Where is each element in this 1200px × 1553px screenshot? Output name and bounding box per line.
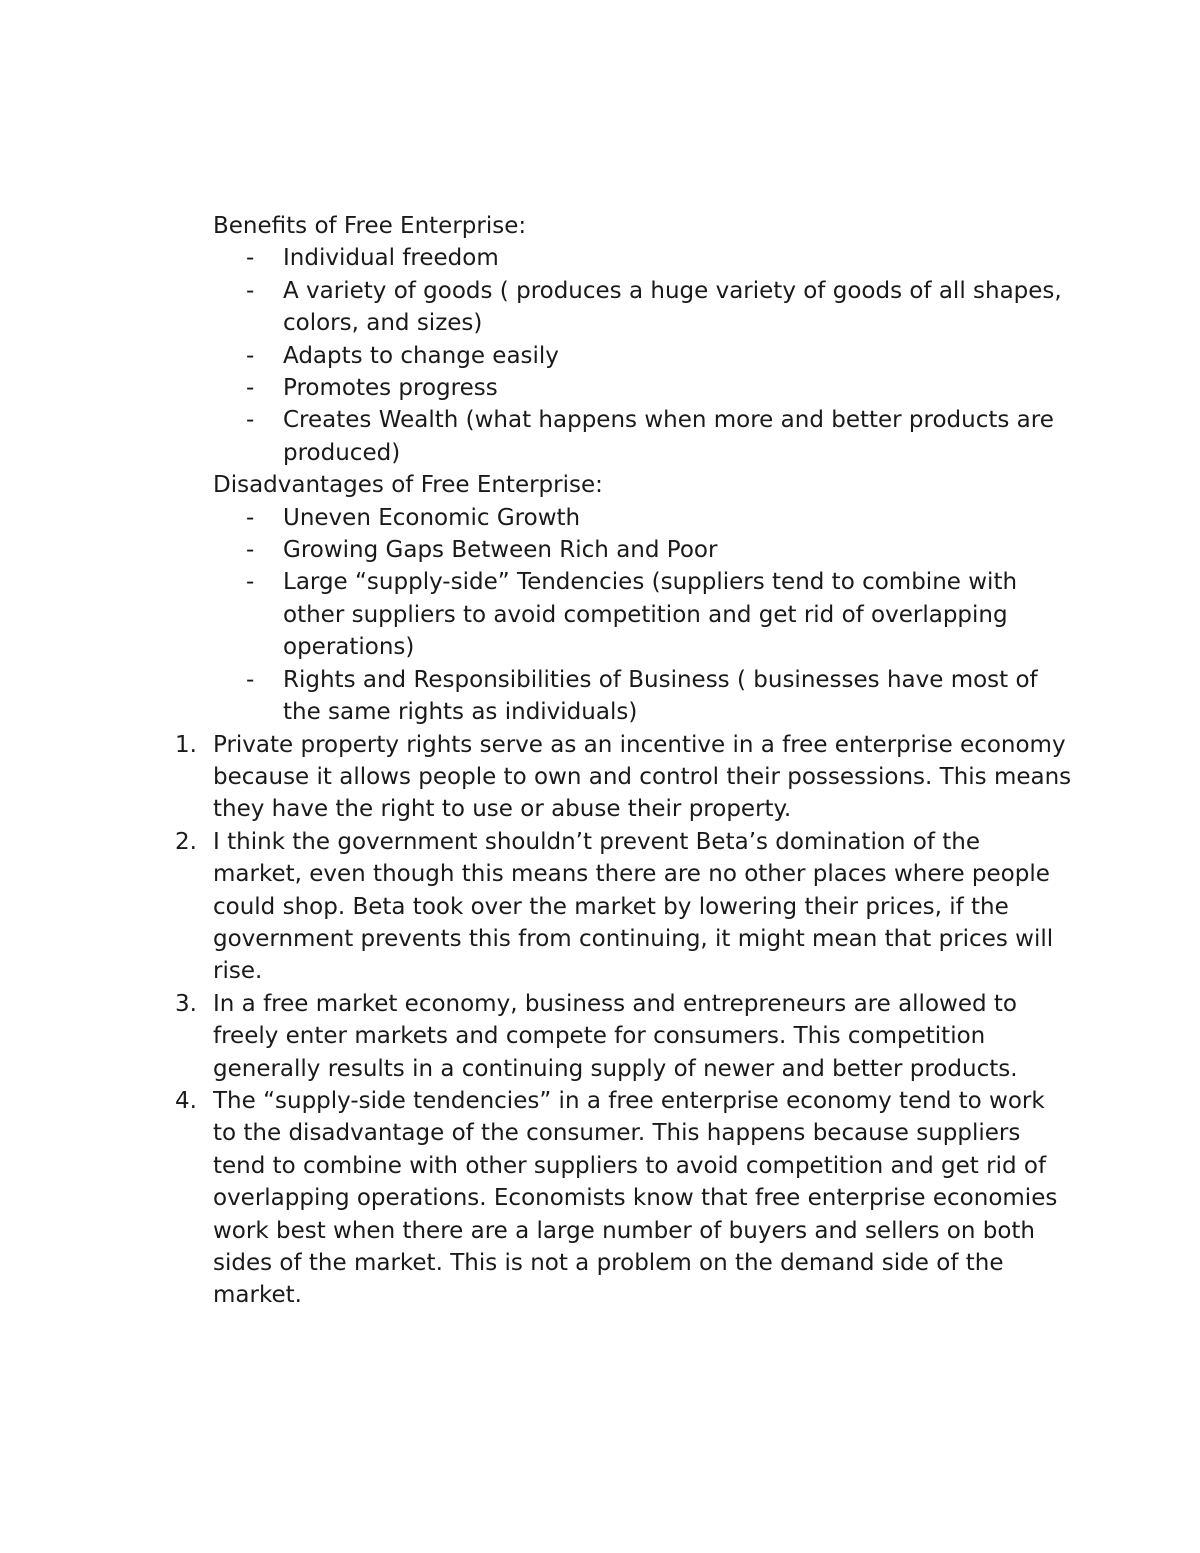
disadvantage-text: Growing Gaps Between Rich and Poor (283, 537, 718, 564)
benefit-text: Promotes progress (283, 375, 498, 402)
benefit-text: Adapts to change easily (283, 342, 559, 369)
benefits-list (213, 242, 1073, 469)
item-number: 1. (175, 731, 197, 758)
disadvantage-text: Large “supply-side” Tendencies (suppliers tend to combine with other suppliers to avoid competition and get rid of overlapping operations) (283, 569, 1018, 661)
dash-bullet: - (246, 666, 255, 693)
list-item (213, 404, 1073, 469)
list-item (213, 340, 1073, 372)
disadvantages-heading: Disadvantages of Free Enterprise: (213, 472, 603, 499)
disadvantage-text: Rights and Responsibilities of Business ( businesses have most of the same rights as individuals) (283, 666, 1038, 726)
item-number: 4. (175, 1087, 197, 1114)
dash-bullet: - (246, 342, 255, 369)
dash-bullet: - (246, 569, 255, 596)
answer-text: The “supply-side tendencies” in a free enterprise economy tend to work to the disadvantage of the consumer. This happens because suppliers tend to combine with other suppliers to avoid competition and get rid of overlapping operations. Economists know that free enterprise economies work best when there are a large number of buyers and sellers on both sides of the market. This is not a problem on the demand side of the market. (213, 1087, 1058, 1309)
benefit-text: Creates Wealth (what happens when more and better products are produced) (283, 407, 1054, 466)
benefit-text: A variety of goods ( produces a huge variety of goods of all shapes, colors, and sizes) (283, 277, 1062, 337)
list-item (175, 826, 1073, 988)
answer-text: In a free market economy, business and entrepreneurs are allowed to freely enter markets and compete for consumers. This competition generally results in a continuing supply of newer and better products. (213, 990, 1018, 1082)
dash-bullet: - (246, 375, 255, 402)
dash-bullet: - (246, 245, 255, 272)
list-item (213, 664, 1073, 729)
list-item (213, 502, 1073, 534)
item-number: 2. (175, 828, 197, 855)
dash-bullet: - (246, 277, 255, 304)
list-item (213, 534, 1073, 566)
answer-text: Private property rights serve as an incentive in a free enterprise economy because it allows people to own and control their possessions. This means they have the right to use or abuse their property. (213, 731, 1072, 823)
list-item (213, 566, 1073, 663)
answers-list (175, 729, 1073, 1312)
dash-bullet: - (246, 537, 255, 564)
answer-text: I think the government shouldn’t prevent Beta’s domination of the market, even though this means there are no other places where people could shop. Beta took over the market by lowering their prices, if the government prevents this from continuing, it might mean that prices will rise. (213, 828, 1054, 985)
benefits-heading: Benefits of Free Enterprise: (213, 213, 527, 239)
item-number: 3. (175, 990, 197, 1017)
list-item (213, 275, 1073, 340)
disadvantages-list (213, 502, 1073, 729)
list-item (213, 372, 1073, 404)
list-item (175, 729, 1073, 826)
list-item (213, 242, 1073, 274)
list-item (175, 988, 1073, 1085)
dash-bullet: - (246, 504, 255, 531)
dash-bullet: - (246, 407, 255, 434)
list-item (175, 1085, 1073, 1312)
disadvantage-text: Uneven Economic Growth (283, 504, 581, 531)
benefit-text: Individual freedom (283, 245, 499, 272)
document-body (175, 210, 1073, 1312)
